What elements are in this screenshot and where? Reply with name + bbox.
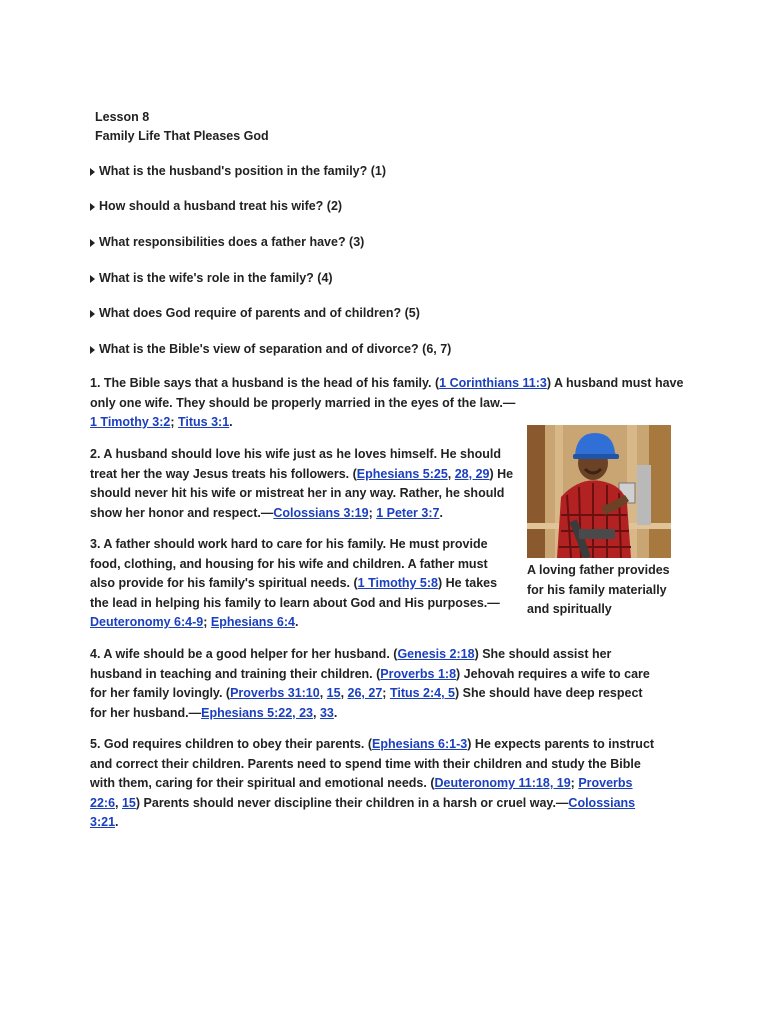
father-photo: [527, 425, 671, 558]
scripture-link[interactable]: Proverbs 31:10: [230, 686, 320, 700]
question-text: What is the Bible's view of separation and of divorce? (6, 7): [99, 342, 452, 356]
scripture-link[interactable]: Colossians 3:19: [273, 505, 369, 520]
paragraph-text: ) He should never hit his wife or mistreat her in any way. Rather, he should show her honor and respect.—: [90, 466, 514, 520]
scripture-link[interactable]: Ephesians 5:25: [356, 466, 448, 481]
paragraph-text: .: [229, 415, 233, 429]
triangle-bullet-icon: [90, 168, 95, 176]
paragraph-2: [90, 445, 515, 523]
question-5[interactable]: [90, 306, 420, 320]
paragraph-text: 4. A wife should be a good helper for her husband. (: [90, 647, 398, 661]
scripture-link[interactable]: Proverbs 22:6: [90, 776, 633, 810]
paragraph-text: ,: [313, 705, 320, 720]
paragraph-4: [90, 645, 660, 723]
scripture-link[interactable]: Colossians 3:21: [90, 795, 636, 829]
question-text: What responsibilities does a father have? (3): [99, 235, 365, 249]
question-6[interactable]: [90, 342, 451, 356]
scripture-link[interactable]: 15: [326, 686, 341, 700]
triangle-bullet-icon: [90, 239, 95, 247]
paragraph-text: ) She should have deep respect for her husband.—: [90, 686, 643, 720]
scripture-link[interactable]: Ephesians 6:4: [210, 615, 295, 629]
scripture-link[interactable]: 1 Timothy 5:8: [357, 576, 438, 590]
paragraph-text: .: [294, 615, 299, 629]
paragraph-text: ;: [368, 505, 377, 520]
question-3[interactable]: [90, 235, 364, 249]
paragraph-1: [90, 374, 690, 433]
triangle-bullet-icon: [90, 310, 95, 318]
question-2[interactable]: [90, 199, 342, 213]
paragraph-text: ) He expects parents to instruct and correct their children. Parents need to spend time with their children and study the Bible with them, caring for their spiritual and emotional needs. (: [90, 737, 655, 790]
scripture-link[interactable]: 1 Corinthians 11:3: [439, 376, 547, 390]
paragraph-text: .: [115, 815, 119, 829]
lesson-number: Lesson 8: [95, 110, 150, 124]
triangle-bullet-icon: [90, 346, 95, 354]
figure-caption: A loving father provides for his family materially and spiritually: [527, 563, 670, 616]
scripture-link[interactable]: Deuteronomy 6:4-9: [90, 615, 204, 629]
paragraph-text: ) Jehovah requires a wife to care for her family lovingly. (: [90, 666, 650, 700]
paragraph-text: ) Parents should never discipline their children in a harsh or cruel way.—: [135, 795, 569, 810]
paragraph-3: [90, 535, 515, 633]
paragraph-text: ,: [319, 686, 327, 700]
scripture-link[interactable]: 15: [121, 795, 136, 810]
question-4[interactable]: [90, 271, 333, 285]
paragraph-text: 3. A father should work hard to care for his family. He must provide food, clothing, and housing for his wife and children. A father must also provide for his family's spiritual needs. (: [90, 537, 488, 590]
scripture-link[interactable]: Ephesians 5:22, 23: [201, 705, 313, 720]
paragraph-text: ,: [115, 795, 122, 810]
paragraph-text: ,: [340, 686, 348, 700]
scripture-link[interactable]: Deuteronomy 11:18, 19: [434, 776, 571, 790]
paragraph-text: ) She should assist her husband in teaching and training their children. (: [90, 647, 612, 681]
paragraph-text: ,: [447, 466, 455, 481]
paragraph-5: [90, 735, 660, 833]
question-text: What is the wife's role in the family? (4): [99, 271, 333, 285]
scripture-link[interactable]: 28, 29: [454, 466, 490, 481]
question-text: How should a husband treat his wife? (2): [99, 199, 343, 213]
lesson-title: Family Life That Pleases God: [95, 129, 269, 143]
paragraph-text: ) A husband must have only one wife. They should be properly married in the eyes of the law.—: [90, 376, 684, 410]
paragraph-text: ;: [203, 615, 211, 629]
paragraph-text: ;: [570, 776, 579, 790]
paragraph-text: 2. A husband should love his wife just as he loves himself. He should treat her the way Jesus treats his followers. (: [90, 447, 501, 481]
scripture-link[interactable]: 26, 27: [347, 686, 383, 700]
paragraph-text: 5. God requires children to obey their parents. (: [90, 737, 373, 751]
question-1[interactable]: [90, 164, 386, 178]
scripture-link[interactable]: Genesis 2:18: [397, 647, 475, 661]
scripture-link[interactable]: 1 Timothy 3:2: [90, 415, 171, 429]
question-text: What does God require of parents and of children? (5): [99, 306, 420, 320]
father-illustration: [527, 425, 671, 558]
scripture-link[interactable]: Titus 2:4, 5: [389, 686, 456, 700]
paragraph-text: .: [439, 505, 443, 520]
paragraph-text: .: [333, 705, 338, 720]
triangle-bullet-icon: [90, 275, 95, 283]
paragraph-text: ;: [382, 686, 390, 700]
scripture-link[interactable]: Proverbs 1:8: [380, 666, 457, 681]
scripture-link[interactable]: Titus 3:1: [178, 415, 230, 429]
paragraph-text: ) He takes the lead in helping his family to learn about God and His purposes.—: [90, 576, 500, 610]
scripture-link[interactable]: 33: [319, 705, 334, 720]
triangle-bullet-icon: [90, 203, 95, 211]
paragraph-text: 1. The Bible says that a husband is the head of his family. (: [90, 376, 440, 390]
question-text: What is the husband's position in the family? (1): [99, 164, 387, 178]
paragraph-text: ;: [170, 415, 178, 429]
scripture-link[interactable]: Ephesians 6:1-3: [372, 737, 468, 751]
scripture-link[interactable]: 1 Peter 3:7: [376, 505, 440, 520]
